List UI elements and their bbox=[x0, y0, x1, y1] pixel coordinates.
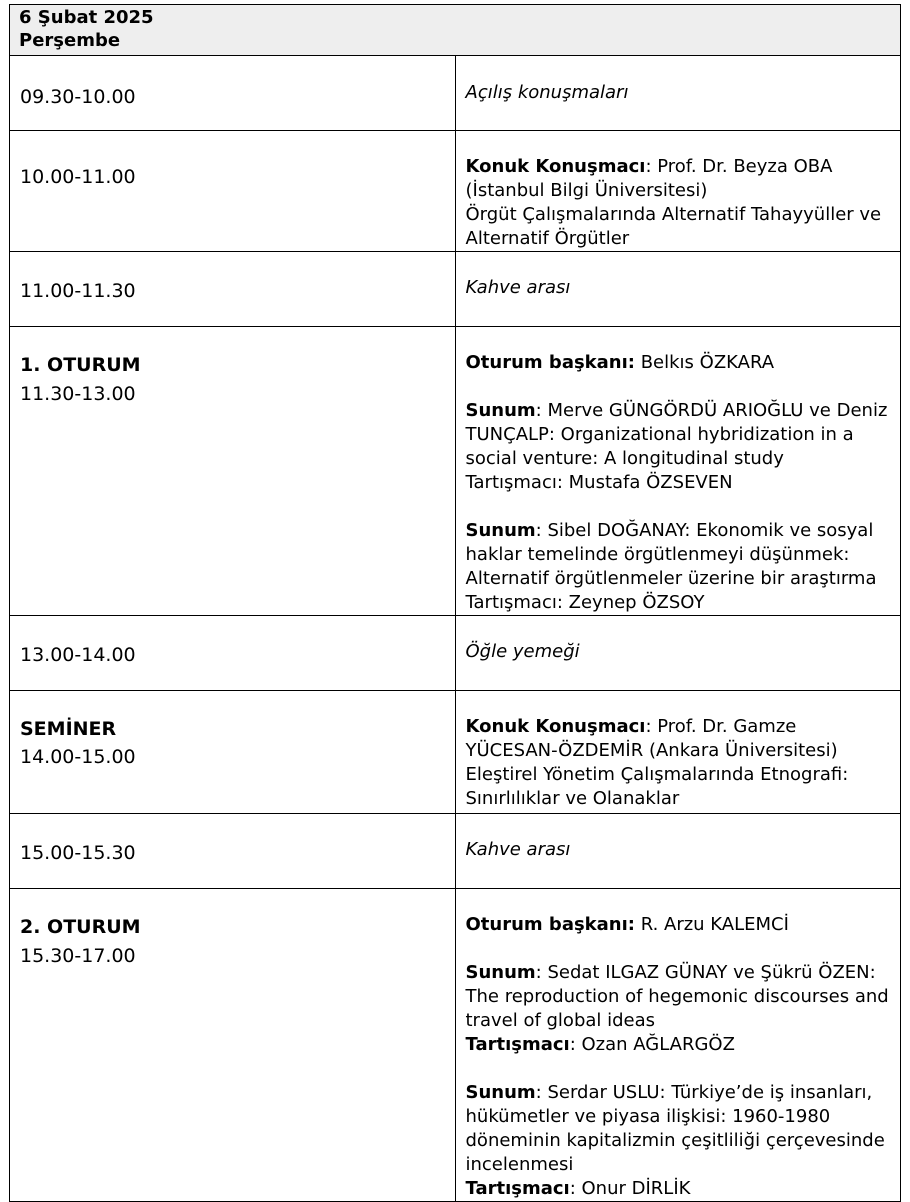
speaker-label: Konuk Konuşmacı bbox=[465, 156, 646, 177]
event-cell bbox=[455, 252, 901, 327]
event-cell bbox=[455, 814, 901, 889]
event-cell bbox=[455, 56, 901, 131]
schedule-row bbox=[10, 691, 901, 814]
talk-label: Sunum bbox=[465, 520, 536, 541]
time: 13.00-14.00 bbox=[20, 644, 136, 666]
discussant: : Onur DİRLİK bbox=[569, 1178, 691, 1199]
event-cell bbox=[455, 131, 901, 252]
chair: Belkıs ÖZKARA bbox=[634, 352, 775, 373]
time-cell bbox=[10, 327, 456, 616]
chair-label: Oturum başkanı: bbox=[465, 914, 635, 935]
schedule-table bbox=[9, 4, 901, 1202]
discussant-label: Tartışmacı bbox=[465, 592, 557, 613]
date-header bbox=[10, 5, 901, 56]
talk-label: Sunum bbox=[465, 400, 536, 421]
session-name: 1. OTURUM bbox=[20, 354, 141, 376]
time: 09.30-10.00 bbox=[20, 86, 136, 108]
discussant-label: Tartışmacı bbox=[465, 1178, 570, 1199]
speaker: : Prof. Dr. Gamze YÜCESAN-ÖZDEMİR (Ankara Üniversitesi) bbox=[465, 716, 838, 761]
time-cell bbox=[10, 616, 456, 691]
talk-entry bbox=[466, 1081, 895, 1201]
time-cell bbox=[10, 252, 456, 327]
talk-entry bbox=[466, 519, 895, 615]
schedule-row bbox=[10, 252, 901, 327]
time-cell bbox=[10, 56, 456, 131]
event-cell bbox=[455, 889, 901, 1202]
talk-text: : Merve GÜNGÖRDÜ ARIOĞLU ve Deniz TUNÇALP: Organizational hybridization in a social venture: A longitudinal study bbox=[465, 400, 888, 469]
chair: R. Arzu KALEMCİ bbox=[634, 914, 789, 935]
time-cell bbox=[10, 691, 456, 814]
event-title: Kahve arası bbox=[465, 277, 571, 298]
event-cell bbox=[455, 616, 901, 691]
time-cell bbox=[10, 889, 456, 1202]
discussant-label: Tartışmacı bbox=[465, 472, 557, 493]
discussant: : Zeynep ÖZSOY bbox=[556, 592, 705, 613]
time: 11.30-13.00 bbox=[20, 383, 136, 405]
speaker: : Prof. Dr. Beyza OBA (İstanbul Bilgi Üniversitesi) bbox=[465, 156, 833, 201]
schedule-row bbox=[10, 56, 901, 131]
talk-label: Sunum bbox=[465, 962, 536, 983]
time-cell bbox=[10, 131, 456, 252]
time: 10.00-11.00 bbox=[20, 166, 136, 188]
time: 15.30-17.00 bbox=[20, 945, 136, 967]
schedule-row bbox=[10, 327, 901, 616]
schedule bbox=[9, 4, 901, 1202]
date: 6 Şubat 2025 bbox=[19, 7, 154, 28]
talk-entry bbox=[466, 961, 895, 1057]
schedule-row bbox=[10, 131, 901, 252]
talk-title: Eleştirel Yönetim Çalışmalarında Etnografi: Sınırlılıklar ve Olanaklar bbox=[465, 764, 849, 809]
time: 11.00-11.30 bbox=[20, 280, 136, 302]
discussant-label: Tartışmacı bbox=[465, 1034, 570, 1055]
day: Perşembe bbox=[19, 30, 121, 51]
talk-entry bbox=[466, 399, 895, 495]
event-title: Kahve arası bbox=[465, 839, 571, 860]
talk-label: Sunum bbox=[465, 1082, 536, 1103]
time: 15.00-15.30 bbox=[20, 842, 136, 864]
event-cell bbox=[455, 327, 901, 616]
schedule-row bbox=[10, 616, 901, 691]
time-cell bbox=[10, 814, 456, 889]
event-cell bbox=[455, 691, 901, 814]
discussant: : Ozan AĞLARGÖZ bbox=[569, 1034, 735, 1055]
session-name: SEMİNER bbox=[20, 718, 117, 740]
talk-text: : Sedat ILGAZ GÜNAY ve Şükrü ÖZEN: The reproduction of hegemonic discourses and travel of global ideas bbox=[465, 962, 889, 1031]
schedule-row bbox=[10, 889, 901, 1202]
chair-label: Oturum başkanı: bbox=[465, 352, 635, 373]
talk-title: Örgüt Çalışmalarında Alternatif Tahayyüller ve Alternatif Örgütler bbox=[465, 204, 882, 249]
event-title: Açılış konuşmaları bbox=[465, 82, 629, 103]
speaker-label: Konuk Konuşmacı bbox=[465, 716, 646, 737]
session-name: 2. OTURUM bbox=[20, 916, 141, 938]
time: 14.00-15.00 bbox=[20, 746, 136, 768]
talk-text: : Sibel DOĞANAY: Ekonomik ve sosyal haklar temelinde örgütlenmeyi düşünmek: Alternatif örgütlenmeler üzerine bir araştırma bbox=[465, 520, 877, 589]
schedule-row bbox=[10, 814, 901, 889]
date-header-row bbox=[10, 5, 901, 56]
discussant: : Mustafa ÖZSEVEN bbox=[556, 472, 733, 493]
event-title: Öğle yemeği bbox=[465, 641, 580, 662]
talk-text: : Serdar USLU: Türkiye’de iş insanları, hükümetler ve piyasa ilişkisi: 1960-1980 döneminin kapitalizmin çeşitliliği çerçevesinde incelenmesi bbox=[465, 1082, 885, 1175]
